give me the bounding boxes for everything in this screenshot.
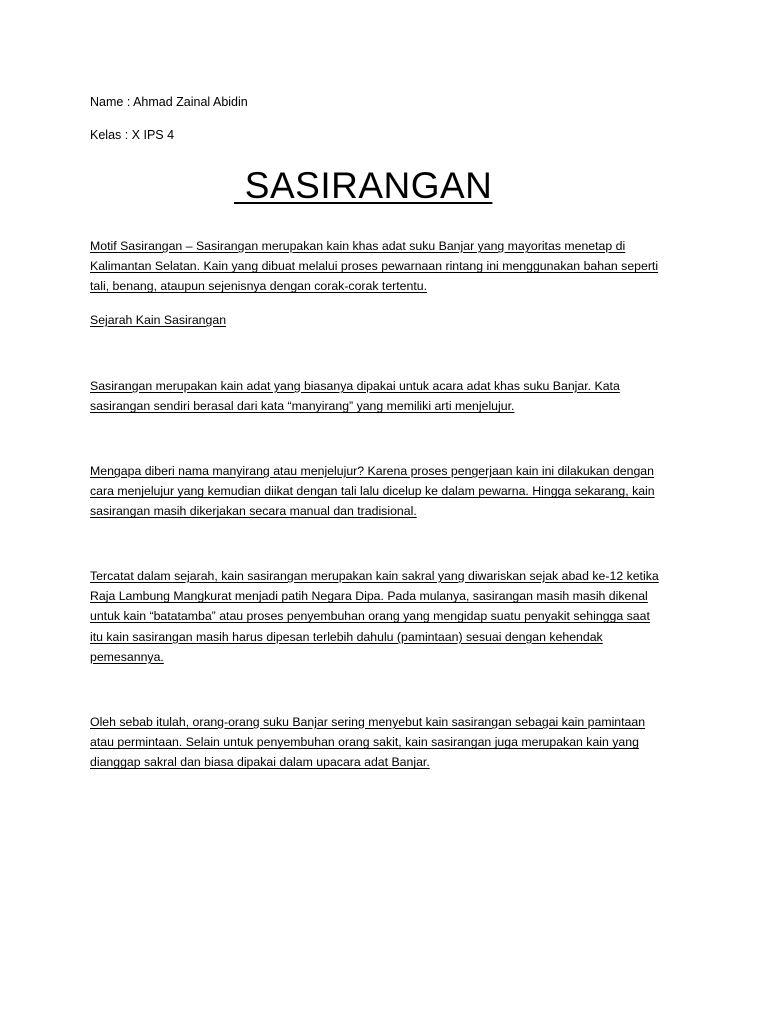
paragraph-line: sasirangan masih dikerjakan secara manual dan tradisional. [90, 504, 417, 519]
paragraph-line: atau permintaan. Selain untuk penyembuhan orang sakit, kain sasirangan juga merupakan kain yang [90, 735, 639, 750]
student-class: Kelas : X IPS 4 [90, 128, 175, 142]
paragraph-line: Sasirangan merupakan kain adat yang biasanya dipakai untuk acara adat khas suku Banjar. Kata [90, 379, 620, 393]
body-paragraph-3 [90, 566, 680, 667]
body-paragraph-4 [90, 712, 680, 773]
body-paragraph-2 [90, 461, 680, 522]
paragraph-line: itu kain sasirangan masih harus dipesan terlebih dahulu (pamintaan) sesuai dengan kehendak [90, 629, 603, 644]
student-name: Name : Ahmad Zainal Abidin [90, 95, 248, 109]
paragraph-line: Oleh sebab itulah, orang-orang suku Banjar sering menyebut kain sasirangan sebagai kain pamintaan [90, 715, 646, 729]
body-paragraph-1 [90, 376, 680, 416]
paragraph-line: cara menjelujur yang kemudian diikat dengan tali lalu dicelup ke dalam pewarna. Hingga sekarang, kain [90, 484, 655, 499]
paragraph-line: Mengapa diberi nama manyirang atau menjelujur? Karena proses pengerjaan kain ini dilakukan dengan [90, 464, 654, 478]
paragraph-line: sasirangan sendiri berasal dari kata “manyirang” yang memiliki arti menjelujur. [90, 399, 515, 414]
section-heading [90, 310, 680, 330]
paragraph-line: Motif Sasirangan – Sasirangan merupakan kain khas adat suku Banjar yang mayoritas menetap di [90, 239, 626, 253]
paragraph-line: Raja Lambung Mangkurat menjadi patih Negara Dipa. Pada mulanya, sasirangan masih masih dikenal [90, 589, 648, 604]
paragraph-line: dianggap sakral dan biasa dipakai dalam upacara adat Banjar. [90, 755, 430, 770]
document-title: SASIRANGAN [234, 165, 493, 206]
section-heading-text: Sejarah Kain Sasirangan [90, 313, 227, 327]
paragraph-line: untuk kain “batatamba” atau proses penyembuhan orang yang mengidap suatu penyakit sehingga saat [90, 609, 650, 624]
paragraph-line: Tercatat dalam sejarah, kain sasirangan merupakan kain sakral yang diwariskan sejak abad ke-12 ketika [90, 569, 659, 583]
intro-paragraph [90, 236, 680, 297]
paragraph-line: Kalimantan Selatan. Kain yang dibuat melalui proses pewarnaan rintang ini menggunakan bahan seperti [90, 259, 659, 274]
paragraph-line: pemesannya. [90, 649, 164, 664]
paragraph-line: tali, benang, ataupun sejenisnya dengan corak-corak tertentu. [90, 279, 428, 294]
